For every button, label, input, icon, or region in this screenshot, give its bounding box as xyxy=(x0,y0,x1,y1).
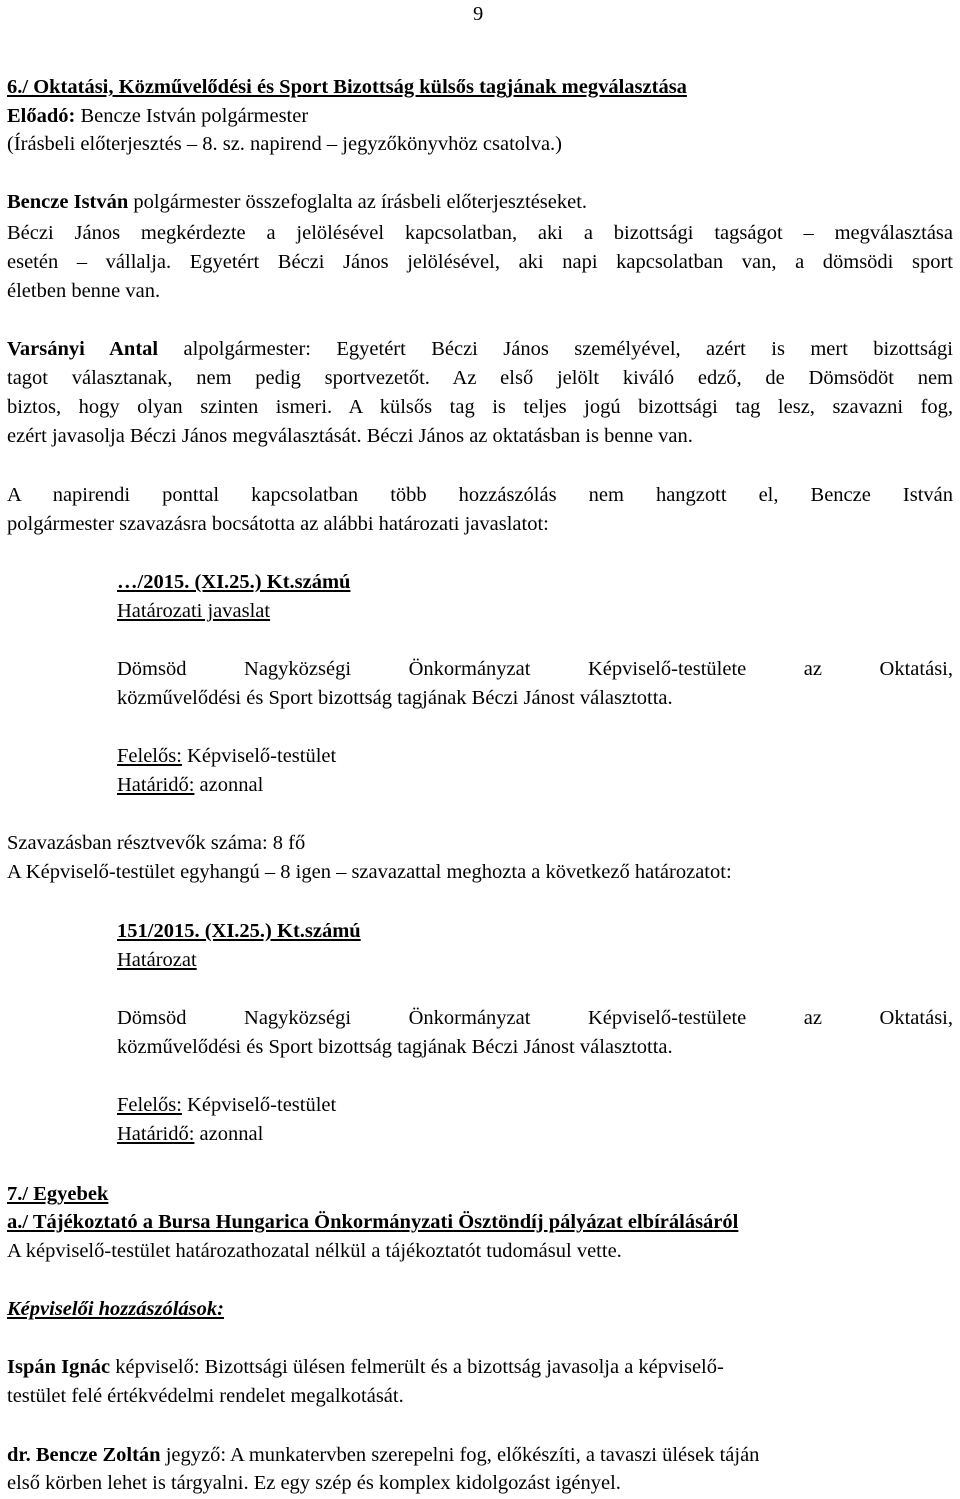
comment2-line1: dr. Bencze Zoltán jegyző: A munkatervben szerepelni fog, előkészíti, a tavaszi ülések táján xyxy=(7,1444,760,1466)
proposal-text-line1: Dömsöd Nagyközségi Önkormányzat Képviselő-testülete az Oktatási, xyxy=(117,658,953,680)
proposal-deadline: Határidő: azonnal xyxy=(117,774,264,796)
para1-line2: Béczi János megkérdezte a jelölésével kapcsolatban, aki a bizottsági tagságot – megválasztása xyxy=(7,222,953,244)
item6-heading: 6./ Oktatási, Közművelődési és Sport Bizottság külsős tagjának megválasztása xyxy=(7,76,687,98)
para1-line4: életben benne van. xyxy=(7,280,161,302)
comment1-line2: testület felé értékvédelmi rendelet megalkotását. xyxy=(7,1385,404,1407)
presenter-name: Bencze István polgármester xyxy=(75,105,309,127)
presenter-label: Előadó: xyxy=(7,105,76,127)
proposal-responsible: Felelős: Képviselő-testület xyxy=(117,745,337,767)
proposal-text-line2: közművelődési és Sport bizottság tagjának Béczi Jánost választotta. xyxy=(117,687,673,709)
deadline-label: Határidő: xyxy=(117,1123,195,1145)
resolution-number: 151/2015. (XI.25.) Kt.számú xyxy=(117,920,361,942)
para2-line4: ezért javasolja Béczi János megválasztását. Béczi János az oktatásban is benne van. xyxy=(7,425,693,447)
para2-line2: tagot választanak, nem pedig sportvezetőt. Az első jelölt kiváló edző, de Dömsödöt nem xyxy=(7,367,953,389)
para3-line2: polgármester szavazásra bocsátotta az alábbi határozati javaslatot: xyxy=(7,513,549,535)
para2-line1: Varsányi Antal alpolgármester: Egyetért Béczi János személyével, azért is mert bizottsági xyxy=(7,338,953,360)
para1-line3: esetén – vállalja. Egyetért Béczi János jelölésével, aki napi kapcsolatban van, a dömsödi sport xyxy=(7,251,953,273)
item7-heading: 7./ Egyebek xyxy=(7,1183,109,1205)
speaker-name: Varsányi Antal xyxy=(7,338,159,360)
resolution-text-line2: közművelődési és Sport bizottság tagjának Béczi Jánost választotta. xyxy=(117,1036,673,1058)
attachment-note: (Írásbeli előterjesztés – 8. sz. napirend – jegyzőkönyvhöz csatolva.) xyxy=(7,133,563,155)
responsible-label: Felelős: xyxy=(117,745,182,767)
deadline-label: Határidő: xyxy=(117,774,195,796)
resolution-title: Határozat xyxy=(117,949,197,971)
para2-line3: biztos, hogy olyan szinten ismeri. A külsős tag is teljes jogú bizottsági tag lesz, szavazni fog, xyxy=(7,396,953,418)
resolution-deadline: Határidő: azonnal xyxy=(117,1123,264,1145)
responsible-label: Felelős: xyxy=(117,1094,182,1116)
resolution-text-line1: Dömsöd Nagyközségi Önkormányzat Képviselő-testülete az Oktatási, xyxy=(117,1007,953,1029)
comment1-line1: Ispán Ignác képviselő: Bizottsági ülésen felmerült és a bizottság javasolja a képviselő- xyxy=(7,1356,724,1378)
speaker-name: Ispán Ignác xyxy=(7,1356,111,1378)
para3-line1: A napirendi ponttal kapcsolatban több hozzászólás nem hangzott el, Bencze István xyxy=(7,484,953,506)
speaker-prefix: dr. xyxy=(7,1444,31,1466)
speaker-name: Bencze Zoltán xyxy=(30,1444,161,1466)
item7-sub-a-heading: a./ Tájékoztató a Bursa Hungarica Önkormányzati Ösztöndíj pályázat elbírálásáról xyxy=(7,1211,739,1233)
para1-line1: Bencze István polgármester összefoglalta az írásbeli előterjesztéseket. xyxy=(7,191,588,213)
vote-result: A Képviselő-testület egyhangú – 8 igen – szavazattal meghozta a következő határozatot: xyxy=(7,861,732,883)
page-number: 9 xyxy=(473,3,484,25)
proposal-number: …/2015. (XI.25.) Kt.számú xyxy=(117,571,351,593)
comment2-line2: első körben lehet is tárgyalni. Ez egy szép és komplex kidolgozást igényel. xyxy=(7,1472,621,1494)
resolution-responsible: Felelős: Képviselő-testület xyxy=(117,1094,337,1116)
presenter-line xyxy=(7,102,953,131)
proposal-title: Határozati javaslat xyxy=(117,600,271,622)
comments-heading: Képviselői hozzászólások: xyxy=(7,1298,224,1320)
vote-participants: Szavazásban résztvevők száma: 8 fő xyxy=(7,832,306,854)
item7-sub-a-text: A képviselő-testület határozathozatal nélkül a tájékoztatót tudomásul vette. xyxy=(7,1240,622,1262)
speaker-name: Bencze István xyxy=(7,191,129,213)
